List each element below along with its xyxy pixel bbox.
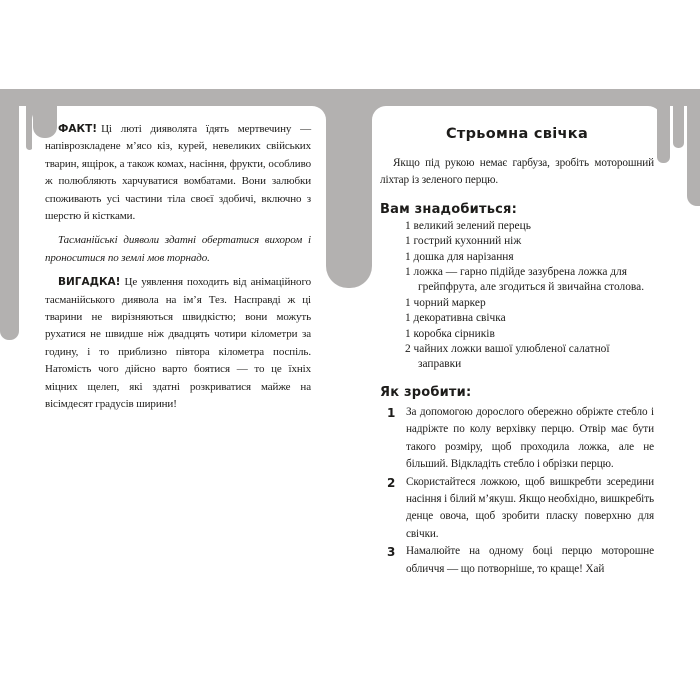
fiction-paragraph	[45, 274, 311, 413]
slime-gap-right-a	[670, 106, 673, 126]
step-number: 3	[387, 545, 396, 560]
fact-label: ФАКТ!	[58, 123, 98, 135]
step-text: Скористайтеся ложкою, щоб вишкребти зсередини насіння і білий м’якуш. Якщо необхідно, вишкребіть денце овоча, щоб зробити пласку поверхню для свічки.	[406, 475, 654, 540]
page-title: Стрьомна свічка	[445, 126, 589, 142]
list-item: 1 декоративна свічка	[405, 312, 506, 325]
slime-gap-left	[19, 106, 26, 126]
italic-note: Тасманійські дияволи здатні обертатися вихором і проноситися по землі мов торнадо.	[45, 234, 311, 264]
list-item: 1 гострий кухонний ніж	[405, 235, 522, 248]
step-item	[380, 543, 654, 578]
list-item: 2 чайних ложки вашої улюбленої салатної заправки	[405, 343, 610, 371]
slime-drip-right-b	[673, 89, 684, 148]
step-number: 1	[387, 405, 396, 420]
fiction-text: Це уявлення походить від анімаційного тасманійського диявола на ім’я Тез. Насправді ж ці тварини не вирізняються швидкістю; вони можуть рухатися не швидше ніж двадцять чотири кілометри за годину, і то приблизно півтора кілометра поспіль. Натомість чого дійсно варто боятися — то це їхніх міцних щелеп, які здатні розкриватися майже на вісімдесят градусів ширини!	[45, 276, 311, 411]
fact-text: Ці люті дияволята їдять мертвечину — напіврозкладене м’ясо кіз, курей, невеликих свійських тварин, ящірок, а також комах, насіння, фрукти, особливо ж полюбляють харчуватися вомбатами. Вони залюбки споживають усі частини тіла своєї здобичі, включно з шерстю й кістками.	[45, 123, 311, 223]
step-number: 2	[387, 475, 396, 490]
list-item: 1 великий зелений перець	[405, 219, 531, 232]
list-item: 1 коробка сірників	[405, 327, 495, 340]
steps-heading: Як зробити:	[380, 384, 472, 400]
slime-drip-left-big	[0, 89, 19, 340]
slime-drip-gutter	[326, 89, 372, 288]
step-item	[380, 474, 654, 544]
slime-gap-right-b	[684, 106, 687, 126]
list-item: 1 дошка для нарізання	[405, 250, 514, 263]
fact-paragraph	[45, 121, 311, 225]
steps-list	[380, 404, 654, 578]
right-page	[372, 106, 662, 700]
slime-drip-left-page-corner	[33, 89, 57, 138]
fiction-label: ВИГАДКА!	[58, 276, 121, 289]
left-page	[32, 106, 326, 700]
step-text: За допомогою дорослого обережно обріжте стебло і надріжте по колу верхівку перцю. Отвір має бути такого розміру, щоб проходила ложка, але не більший. Відкладіть стебло і обрізки перцю.	[406, 405, 654, 471]
step-item	[380, 404, 654, 474]
need-heading: Вам знадобиться:	[380, 201, 517, 217]
materials-list	[405, 219, 654, 373]
slime-drip-right-edge	[687, 89, 700, 206]
list-item: 1 чорний маркер	[405, 296, 486, 309]
slime-drip-right-a	[657, 89, 670, 163]
intro-paragraph: Якщо під рукою немає гарбуза, зробіть моторошний ліхтар із зеленого перцю.	[380, 157, 654, 187]
list-item: 1 ложка — гарно підійде зазубрена ложка для грейпфрута, але згодиться й звичайна столова.	[405, 266, 645, 294]
step-text: Намалюйте на одному боці перцю моторошне обличчя — що потворніше, то краще! Хай	[406, 545, 654, 575]
